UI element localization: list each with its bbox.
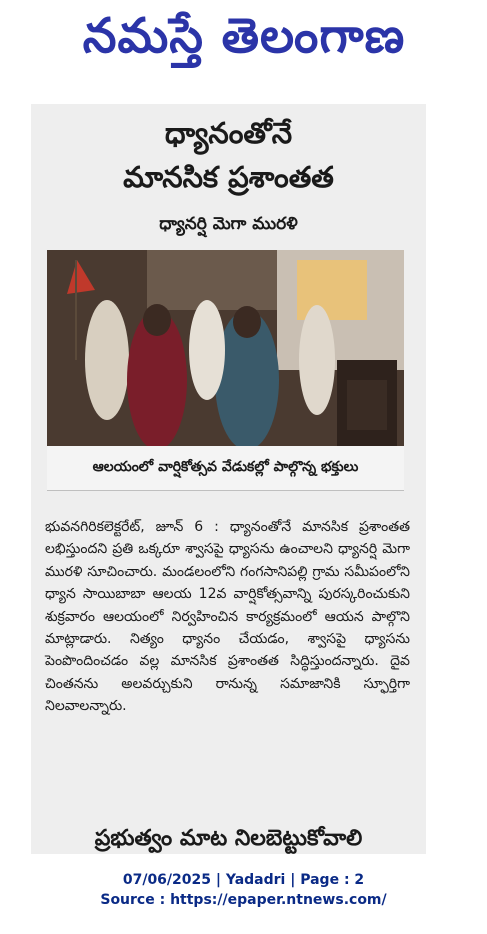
footer	[0, 870, 487, 910]
event-photo-illustration	[47, 250, 404, 446]
footer-source: Source : https://epaper.ntnews.com/	[100, 892, 387, 908]
footer-date-edition: 07/06/2025 | Yadadri | Page : 2	[122, 872, 365, 888]
event-photo	[47, 250, 404, 446]
photo-caption: ఆలయంలో వార్షికోత్సవ వేడుకల్లో పాల్గొన్న భక్తులు	[47, 446, 404, 491]
news-clipping	[31, 104, 426, 854]
newspaper-masthead: నమస్తే తెలంగాణ	[82, 8, 406, 64]
headline-line-1: ధ్యానంతోనే	[164, 116, 293, 150]
byline: ధ్యానర్షి మెగా మురళి	[159, 214, 298, 234]
article-body: భువనగిరికలెక్టరేట్, జూన్ 6 : ధ్యానంతోనే మానసిక ప్రశాంతత లభిస్తుందని ప్రతి ఒక్కరూ శ్వాసపై ధ్యాసను ఉంచాలని ధ్యానర్షి మెగా మురళి సూచించారు. మండలంలోని గంగసానిపల్లి గ్రామ సమీపంలోని ధ్యాన సాయిబాబా ఆలయ 12వ వార్షికోత్సవాన్ని పురస్కరించుకుని శుక్రవారం ఆలయంలో నిర్వహించిన కార్యక్రమంలో ఆయన పాల్గొని మాట్లాడారు. నిత్యం ధ్యానం చేయడం, శ్వాసపై ధ్యాసను పెంపొందించడం వల్ల మానసిక ప్రశాంతత సిద్ధిస్తుందన్నారు. దైవ చింతనను అలవర్చుకుని రానున్న సమాజానికి స్ఫూర్తిగా నిలవాలన్నారు.	[45, 519, 410, 715]
headline-line-2: మానసిక ప్రశాంతత	[123, 160, 334, 194]
next-article-headline: ప్రభుత్వం మాట నిలబెట్టుకోవాలి	[94, 826, 363, 851]
